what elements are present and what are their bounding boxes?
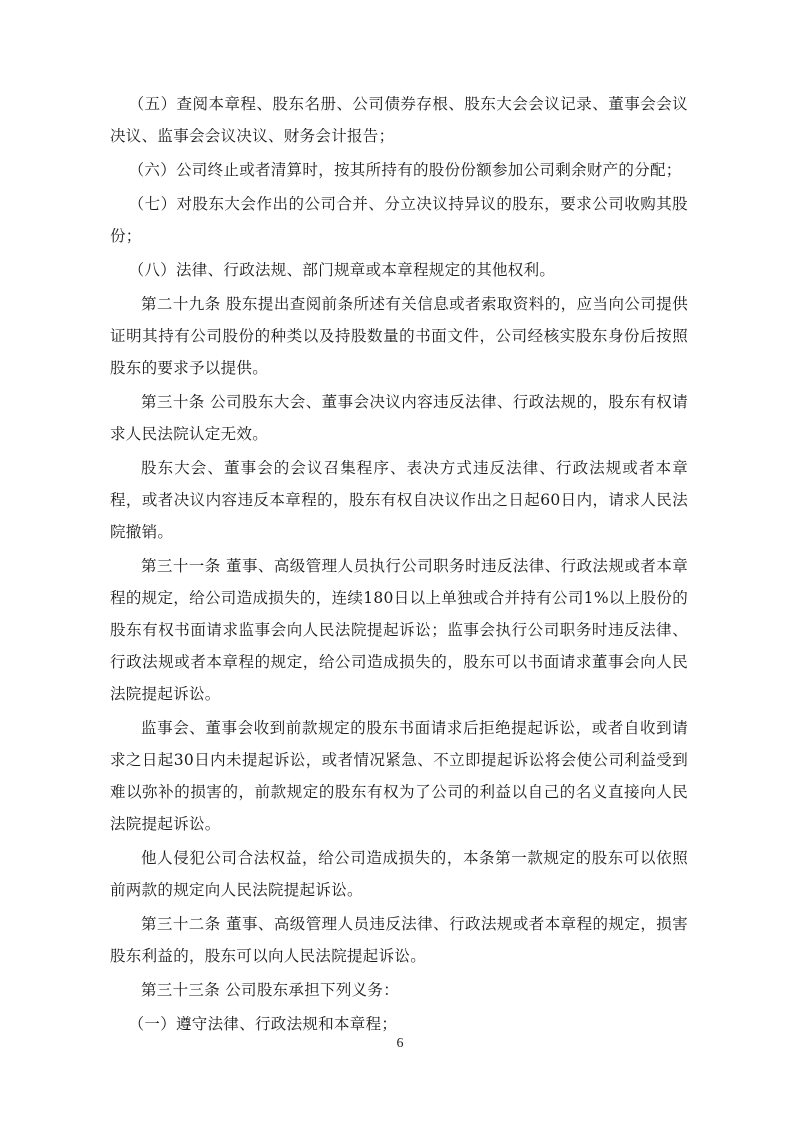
- paragraph-item-7: （七）对股东大会作出的公司合并、分立决议持异议的股东，要求公司收购其股份；: [110, 195, 688, 245]
- paragraph-item-5: （五）查阅本章程、股东名册、公司债券存根、股东大会会议记录、董事会会议决议、监事会会议决议、财务会计报告；: [110, 95, 688, 145]
- article-32: 第三十二条 董事、高级管理人员违反法律、行政法规或者本章程的规定，损害股东利益的，股东可以向人民法院提起诉讼。: [110, 915, 688, 965]
- article-29: 第二十九条 股东提出查阅前条所述有关信息或者索取资料的，应当向公司提供证明其持有公司股份的种类以及持股数量的书面文件，公司经核实股东身份后按照股东的要求予以提供。: [110, 295, 688, 377]
- article-30-paragraph-2: 股东大会、董事会的会议召集程序、表决方式违反法律、行政法规或者本章程，或者决议内容违反本章程的，股东有权自决议作出之日起60日内，请求人民法院撤销。: [110, 459, 688, 541]
- document-body: [110, 88, 688, 1042]
- page-number: 6: [396, 1036, 404, 1051]
- paragraph-item-8: （八）法律、行政法规、部门规章或本章程规定的其他权利。: [128, 261, 556, 279]
- article-31: 第三十一条 董事、高级管理人员执行公司职务时违反法律、行政法规或者本章程的规定，给公司造成损失的，连续180日以上单独或合并持有公司1%以上股份的股东有权书面请求监事会向人民法院提起诉讼；监事会执行公司职务时违反法律、行政法规或者本章程的规定，给公司造成损失的，股东可以书面请求董事会向人民法院提起诉讼。: [110, 557, 688, 703]
- article-30: 第三十条 公司股东大会、董事会决议内容违反法律、行政法规的，股东有权请求人民法院认定无效。: [110, 393, 688, 443]
- paragraph-item-6: （六）公司终止或者清算时，按其所持有的股份份额参加公司剩余财产的分配；: [128, 161, 682, 179]
- article-33-item-1: （一）遵守法律、行政法规和本章程；: [128, 1015, 398, 1033]
- article-31-paragraph-2: 监事会、董事会收到前款规定的股东书面请求后拒绝提起诉讼，或者自收到请求之日起30日内未提起诉讼，或者情况紧急、不立即提起诉讼将会使公司利益受到难以弥补的损害的，前款规定的股东有权为了公司的利益以自己的名义直接向人民法院提起诉讼。: [110, 719, 688, 833]
- article-31-paragraph-3: 他人侵犯公司合法权益，给公司造成损失的，本条第一款规定的股东可以依照前两款的规定向人民法院提起诉讼。: [110, 849, 688, 899]
- article-33: 第三十三条 公司股东承担下列义务：: [141, 981, 400, 999]
